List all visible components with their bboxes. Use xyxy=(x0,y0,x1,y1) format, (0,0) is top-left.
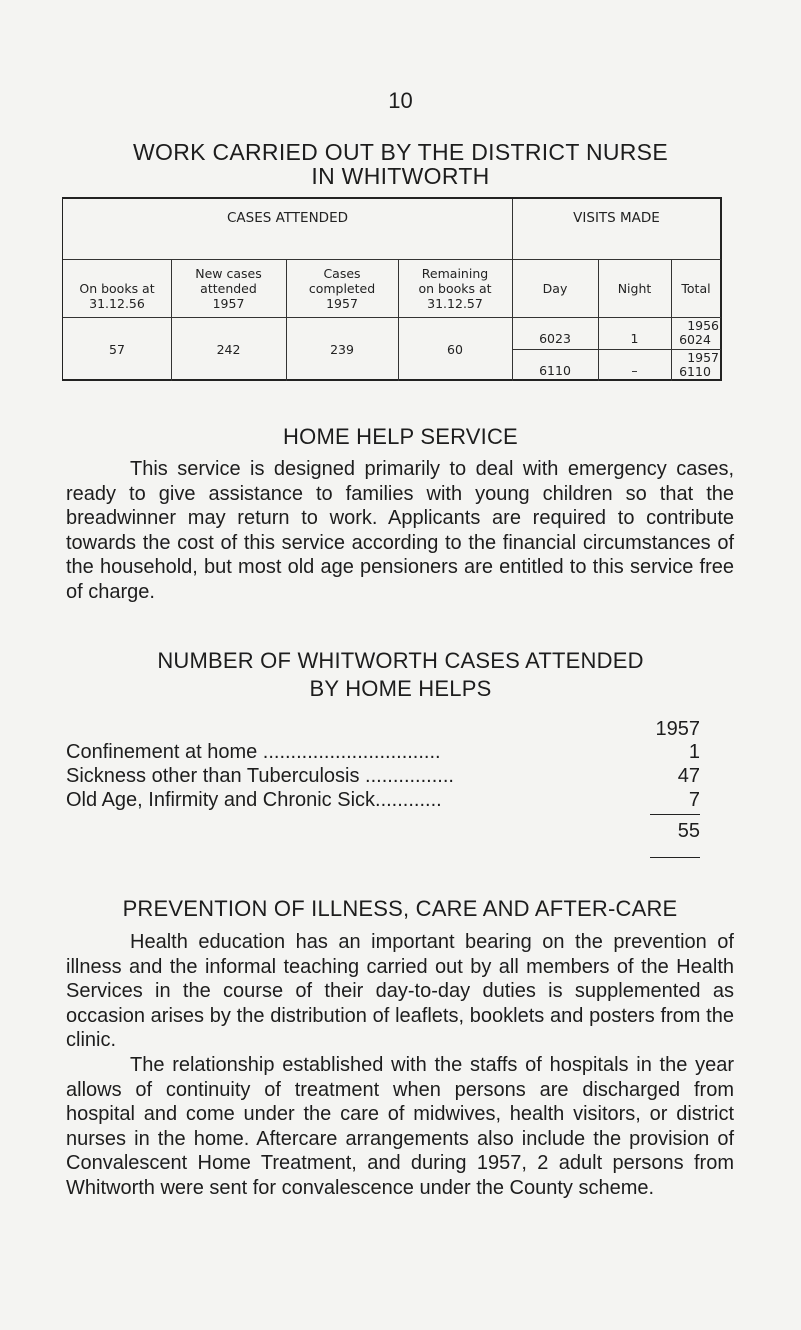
value-completed: 239 xyxy=(330,342,354,357)
total-rule-bottom xyxy=(650,857,700,858)
cases-heading-line2: BY HOME HELPS xyxy=(309,676,492,701)
cases-heading: NUMBER OF WHITWORTH CASES ATTENDED xyxy=(157,648,644,673)
table-rule xyxy=(63,259,721,260)
cases-total: 55 xyxy=(677,820,700,842)
header-completed: Cases completed 1957 xyxy=(308,266,376,311)
visits-total-1957: 1957 6110 xyxy=(679,350,719,379)
visits-made-heading: VISITS MADE xyxy=(573,210,660,226)
header-night: Night xyxy=(617,281,652,296)
total-rule xyxy=(650,814,700,815)
table-rule xyxy=(63,317,721,318)
visits-total-1956: 1956 6024 xyxy=(679,318,719,347)
home-help-text: This service is designed primarily to deal with emergency cases, ready to give assistance to families with young children so that the breadwinner may return to work. Applicants are required to contribute towards the cost of this service according to the financial circumstances of the household, but most old age pensioners are entitled to this service free of charge. xyxy=(66,458,734,603)
header-day: Day xyxy=(542,281,568,296)
header-remaining: Remaining on books at 31.12.57 xyxy=(418,266,492,311)
header-new-cases: New cases attended 1957 xyxy=(195,266,262,311)
list-item: Confinement at home ................................ 1 xyxy=(66,741,700,763)
cases-year: 1957 xyxy=(655,718,700,740)
home-help-heading: HOME HELP SERVICE xyxy=(283,424,518,449)
prevention-text: Health education has an important bearing on the prevention of illness and the informal teaching carried out by all members of the Health Services in the course of their day-to-day duties is supplemented as occasion arises by the distribution of leaflets, booklets and posters from the clinic. The relationship established with the staffs of hospitals in the year allows of continuity of treatment when persons are discharged from hospital and come under the care of midwives, health visitors, or district nurses in the home. Aftercare arrangements also include the provision of Convalescent Home Treatment, and during 1957, 2 adult persons from Whitworth were sent for convalescence under the County scheme. xyxy=(66,931,734,1199)
page-title: WORK CARRIED OUT BY THE DISTRICT NURSE xyxy=(133,139,668,165)
visits-night-1956: 1 xyxy=(630,331,639,346)
page-number: 10 xyxy=(388,88,413,113)
visits-day-1956: 6023 xyxy=(539,331,571,346)
header-total: Total xyxy=(681,281,711,296)
list-item: Sickness other than Tuberculosis ................ 47 xyxy=(66,765,700,787)
page-title-line2: IN WHITWORTH xyxy=(311,163,490,189)
value-remaining: 60 xyxy=(447,342,463,357)
visits-day-1957: 6110 xyxy=(539,363,571,378)
value-on-books: 57 xyxy=(109,342,125,357)
visits-night-1957: – xyxy=(631,363,638,378)
list-item: Old Age, Infirmity and Chronic Sick............ 7 xyxy=(66,789,700,811)
header-on-books: On books at 31.12.56 xyxy=(79,281,155,311)
cases-attended-heading: CASES ATTENDED xyxy=(226,210,348,226)
prevention-heading: PREVENTION OF ILLNESS, CARE AND AFTER-CARE xyxy=(122,896,678,921)
district-nurse-table xyxy=(62,197,722,381)
value-new-cases: 242 xyxy=(216,342,241,357)
